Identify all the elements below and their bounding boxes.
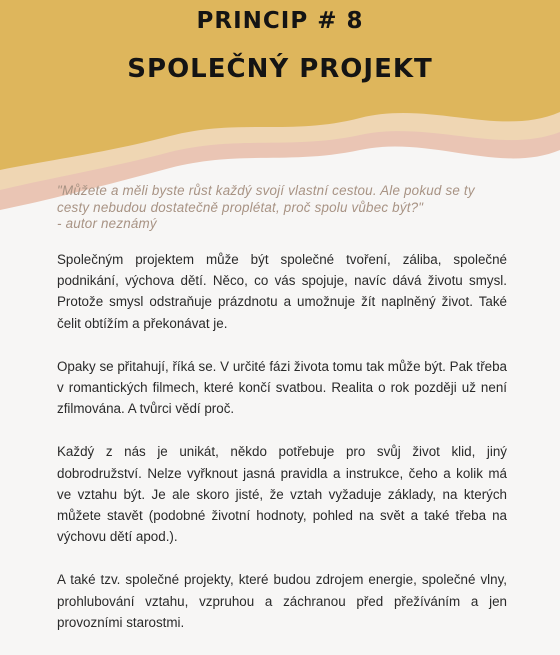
paragraph: A také tzv. společné projekty, které budou zdrojem energie, společné vlny, prohlubování vztahu, vzpruhou a záchranou před přežíváním a jen provozními starostmi. — [57, 572, 507, 630]
title-line-2: SPOLEČNÝ PROJEKT — [127, 54, 433, 84]
quote-line-2: cesty nebudou dostatečně proplétat, proč spolu vůbec být?" — [57, 199, 424, 215]
quote-block — [57, 183, 507, 233]
title-line-1: PRINCIP # 8 — [196, 8, 364, 34]
article-body — [57, 249, 507, 655]
paragraph: Každý z nás je unikát, někdo potřebuje pro svůj život klid, jiný dobrodružství. Nelze vyřknout jasná pravidla a instrukce, čeho a kolik má ve vztahu být. Je ale skoro jisté, že vztah vyžaduje základy, na kterých můžete stavět (podobné životní hodnoty, pohled na svět a také třeba na výchovu dětí apod.). — [57, 444, 507, 545]
quote-author: - autor neznámý — [57, 216, 157, 231]
paragraph: Společným projektem může být společné tvoření, záliba, společné podnikání, výchova dětí. Něco, co vás spojuje, navíc dává životu smysl. Protože smysl odstraňuje prázdnotu a umožnuje žít naplněný život. Také čelit obtížím a překonávat je. — [57, 252, 507, 331]
quote-line-1: "Můžete a měli byste růst každý svojí vlastní cestou. Ale pokud se ty — [57, 183, 475, 198]
paragraph: Opaky se přitahují, říká se. V určité fázi života tomu tak může být. Pak třeba v romantických filmech, které končí svatbou. Realita o rok později už není zfilmována. A tvůrci vědí proč. — [57, 358, 507, 417]
